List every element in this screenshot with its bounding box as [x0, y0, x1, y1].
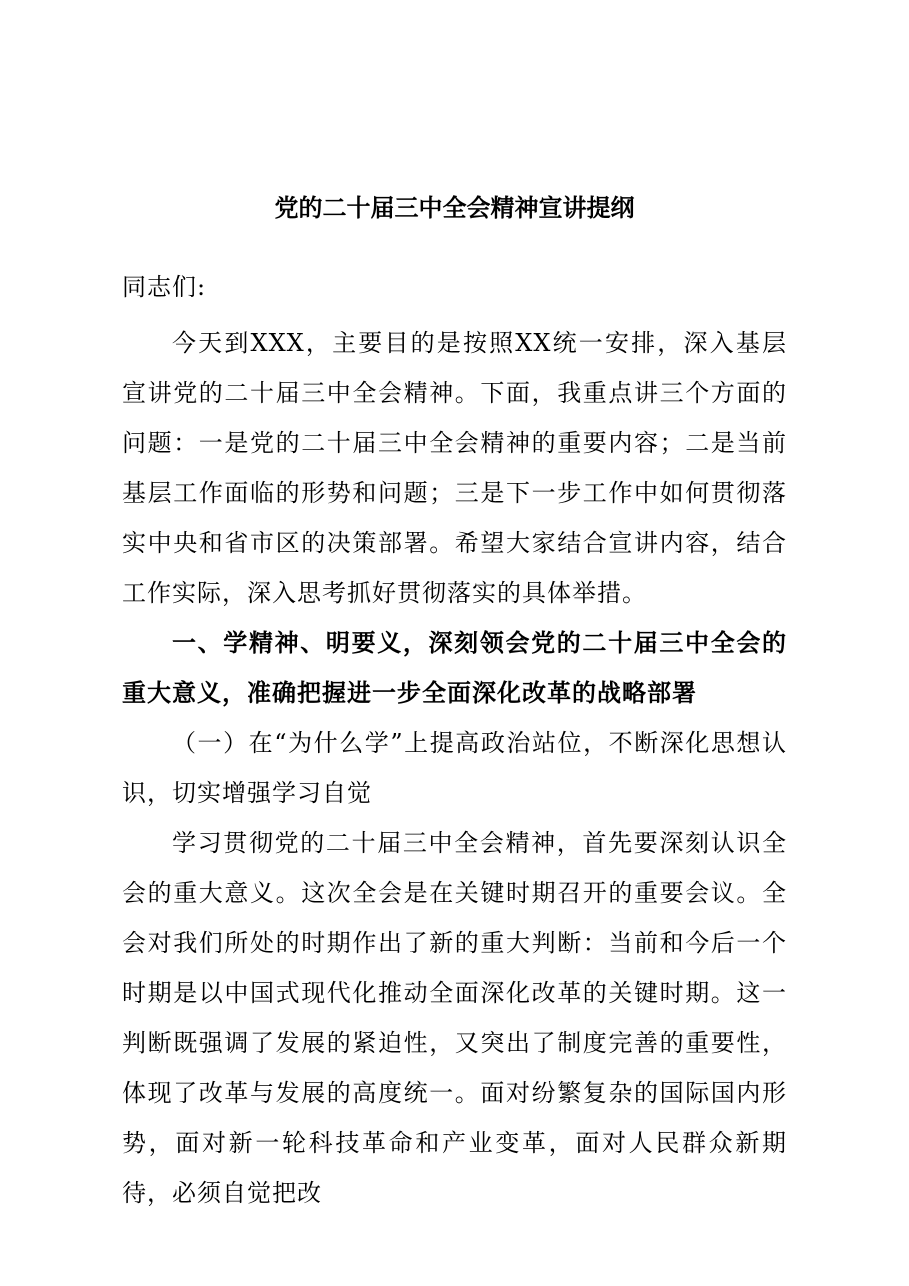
- section-1-heading: 一、学精神、明要义，深刻领会党的二十届三中全会的重大意义，准确把握进一步全面深化改革的战略部署: [122, 629, 787, 707]
- salutation: 同志们:: [122, 273, 207, 301]
- document-body: [122, 262, 787, 1218]
- document-title: 党的二十届三中全会精神宣讲提纲: [274, 194, 635, 222]
- body-paragraph-1: 学习贯彻党的二十届三中全会精神，首先要深刻认识全会的重大意义。这次全会是在关键时期召开的重要会议。全会对我们所处的时期作出了新的重大判断：当前和今后一个时期是以中国式现代化推动全面深化改革的关键时期。这一判断既强调了发展的紧迫性，又突出了制度完善的重要性，体现了改革与发展的高度统一。面对纷繁复杂的国际国内形势，面对新一轮科技革命和产业变革，面对人民群众新期待，必须自觉把改: [122, 829, 787, 1207]
- subsection-1-heading: （一）在“为什么学”上提高政治站位，不断深化思想认识，切实增强学习自觉: [122, 729, 787, 807]
- intro-paragraph: 今天到XXX，主要目的是按照XX统一安排，深入基层宣讲党的二十届三中全会精神。下面，我重点讲三个方面的问题：一是党的二十届三中全会精神的重要内容；二是当前基层工作面临的形势和问题；三是下一步工作中如何贯彻落实中央和省市区的决策部署。希望大家结合宣讲内容，结合工作实际，深入思考抓好贯彻落实的具体举措。: [122, 329, 787, 607]
